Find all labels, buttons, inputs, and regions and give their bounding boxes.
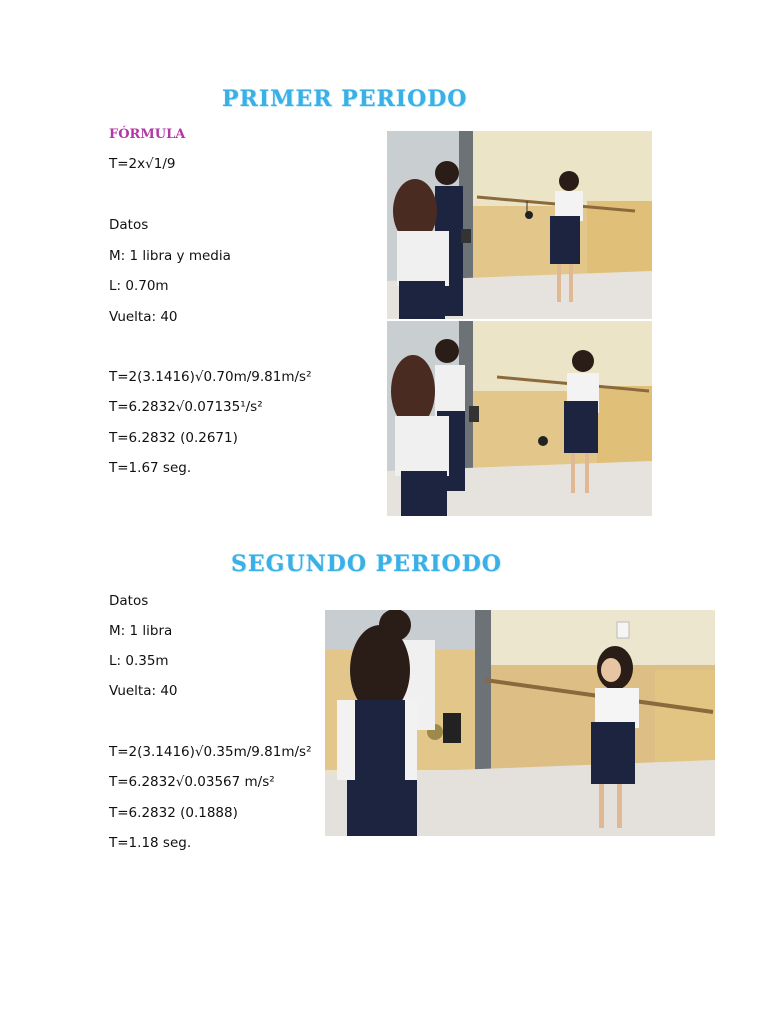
- calc2-2: T=6.2832√0.03567 m/s²: [109, 774, 275, 790]
- mass-2: M: 1 libra: [109, 623, 173, 639]
- photo-pendulum-2: [387, 321, 652, 516]
- length-2: L: 0.35m: [109, 653, 169, 669]
- length-1: L: 0.70m: [109, 278, 169, 294]
- datos-label-2: Datos: [109, 593, 149, 609]
- formula-label: FÓRMULA: [109, 127, 186, 142]
- calc2-1: T=6.2832√0.07135¹/s²: [109, 399, 263, 415]
- datos-label-1: Datos: [109, 217, 149, 233]
- calc1-1: T=2(3.1416)√0.70m/9.81m/s²: [109, 369, 312, 385]
- section1-title: PRIMER PERIODO: [222, 86, 468, 112]
- turns-1: Vuelta: 40: [109, 309, 178, 325]
- result-1: T=1.67 seg.: [109, 460, 192, 476]
- section2-title: SEGUNDO PERIODO: [231, 551, 502, 577]
- formula-text: T=2x√1/9: [109, 156, 176, 172]
- calc3-1: T=6.2832 (0.2671): [109, 430, 238, 446]
- turns-2: Vuelta: 40: [109, 683, 178, 699]
- calc1-2: T=2(3.1416)√0.35m/9.81m/s²: [109, 744, 312, 760]
- calc3-2: T=6.2832 (0.1888): [109, 805, 238, 821]
- photo-pendulum-1: [387, 131, 652, 319]
- mass-1: M: 1 libra y media: [109, 248, 231, 264]
- result-2: T=1.18 seg.: [109, 835, 192, 851]
- photo-pendulum-3: [325, 610, 715, 836]
